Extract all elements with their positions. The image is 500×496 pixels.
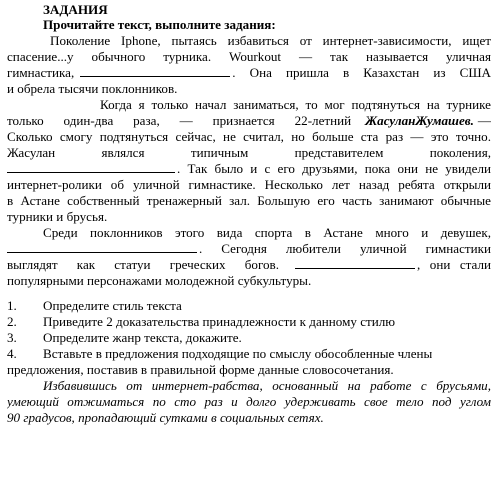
- task-number: 1.: [7, 298, 17, 313]
- text-line: и обрела тысячи поклонников.: [7, 81, 178, 96]
- blank-field[interactable]: [7, 241, 197, 253]
- task-text: Вставьте в предложения подходящие по смыслу обособленные члены: [43, 346, 433, 361]
- text-fragment: . Она пришла в Казахстан из США: [232, 65, 491, 80]
- task-number: 3.: [7, 330, 17, 345]
- task-text: Приведите 2 доказательства принадлежности к данному стилю: [43, 314, 396, 329]
- text-line: Сколько смогу подтянуться сейчас, не считал, но больше ста раз — это точно.: [7, 129, 491, 144]
- phrase-line: умеющий отжиматься по сто раз и долго удерживать свое тело под углом: [7, 394, 491, 409]
- task-text-continued: предложения, поставив в правильной форме данные словосочетания.: [7, 362, 394, 377]
- text-line: [7, 257, 491, 273]
- text-fragment: , они стали: [417, 257, 491, 272]
- worksheet-instruction: Прочитайте текст, выполните задания:: [43, 17, 276, 32]
- text-line: турники и брусья.: [7, 209, 108, 224]
- task-item: [7, 314, 491, 330]
- text-line: Жасулан являлся типичным представителем поколения,: [7, 145, 491, 160]
- task-text: Определите стиль текста: [43, 298, 182, 313]
- text-fragment: . Сегодня любители уличной гимнастики: [199, 241, 491, 256]
- phrase-line: Избавившись от интернет-рабства, основанный на работе с брусьями,: [43, 378, 491, 393]
- text-line: в Астане собственный тренажерный зал. Большую его часть занимают обычные: [7, 193, 491, 208]
- task-item: [7, 330, 491, 346]
- text-line: [7, 241, 491, 257]
- phrase-line: 90 градусов, пропадающий сутками в социальных сетях.: [7, 410, 324, 425]
- person-name: ЖасуланЖумашев.: [365, 113, 474, 128]
- text-fragment: . Так было и с его друзьями, пока они не увидели: [177, 161, 491, 176]
- task-text: Определите жанр текста, докажите.: [43, 330, 242, 345]
- text-line: популярными персонажами молодежной субкультуры.: [7, 273, 312, 288]
- text-fragment: —: [477, 113, 491, 128]
- text-fragment: выглядят как статуи греческих богов.: [7, 257, 279, 272]
- text-line: интернет-ролики об уличной гимнастике. Несколько лет назад ребята открыли: [7, 177, 491, 192]
- task-item: [7, 298, 491, 314]
- text-fragment: только один-два раза, — признается 22-летний: [7, 113, 352, 128]
- text-fragment: гимнастика,: [7, 65, 75, 80]
- blank-field[interactable]: [295, 257, 415, 269]
- text-line: спасение...у обычного турника. Wourkout — так называется уличная: [7, 49, 491, 64]
- text-line: Поколение Iphone, пытаясь избавиться от интернет-зависимости, ищет: [50, 33, 491, 48]
- task-number: 2.: [7, 314, 17, 329]
- text-line: [7, 113, 491, 129]
- text-line: [7, 161, 491, 177]
- blank-field[interactable]: [7, 161, 175, 173]
- text-line: [7, 65, 491, 81]
- task-number: 4.: [7, 346, 17, 361]
- blank-field[interactable]: [80, 65, 230, 77]
- text-line: Когда я только начал заниматься, то мог подтянуться на турнике: [100, 97, 491, 112]
- task-item: [7, 346, 491, 362]
- text-line: Среди поклонников этого вида спорта в Астане много и девушек,: [43, 225, 491, 240]
- worksheet-title: ЗАДАНИЯ: [43, 2, 108, 17]
